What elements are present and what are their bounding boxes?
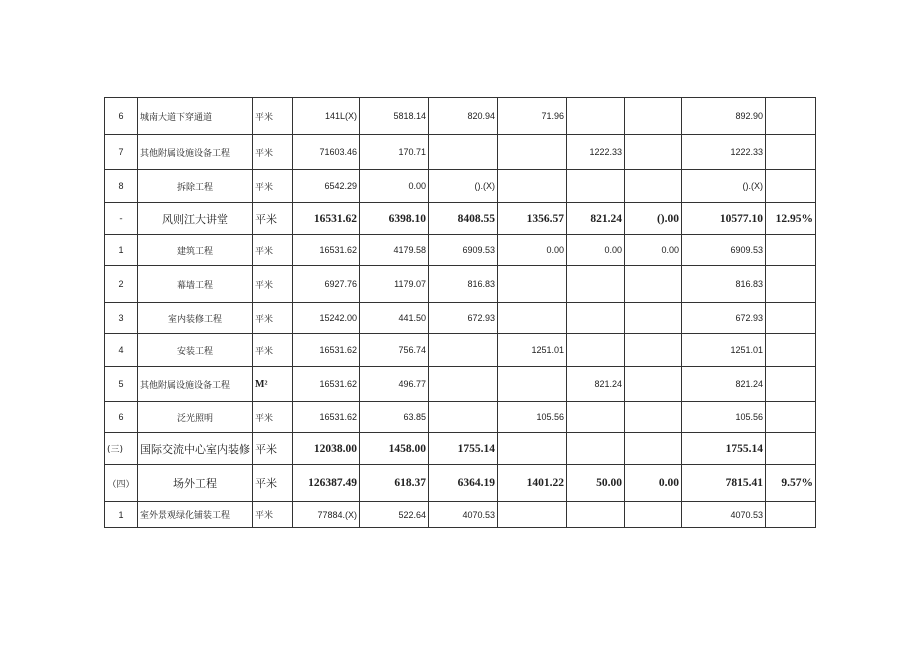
item-name: 泛光照明	[138, 402, 253, 433]
cost-col-5: 0.00	[625, 235, 682, 266]
table-row	[105, 266, 816, 303]
item-name: 拆除工程	[138, 170, 253, 203]
area: 6927.76	[293, 266, 360, 303]
item-name: 场外工程	[138, 465, 253, 502]
item-name: 幕墙工程	[138, 266, 253, 303]
area: 71603.46	[293, 135, 360, 170]
table-row	[105, 502, 816, 528]
cost-col-1: 63.85	[360, 402, 429, 433]
percentage	[766, 98, 816, 135]
unit: 平米	[253, 303, 293, 334]
percentage	[766, 235, 816, 266]
row-number: (三)	[105, 433, 138, 465]
cost-col-5	[625, 502, 682, 528]
cost-col-4	[567, 334, 625, 367]
unit: 平米	[253, 334, 293, 367]
row-number: 1	[105, 502, 138, 528]
table-row	[105, 98, 816, 135]
cost-col-2: 816.83	[429, 266, 498, 303]
cost-col-3	[498, 303, 567, 334]
cost-col-4: 821.24	[567, 367, 625, 402]
total: 1222.33	[682, 135, 766, 170]
cost-col-3: 0.00	[498, 235, 567, 266]
area: 16531.62	[293, 402, 360, 433]
cost-col-5	[625, 266, 682, 303]
table-row	[105, 334, 816, 367]
percentage	[766, 367, 816, 402]
cost-col-1: 6398.10	[360, 203, 429, 235]
item-name: 其他附属设施设备工程	[138, 135, 253, 170]
unit: 平米	[253, 98, 293, 135]
unit: 平米	[253, 135, 293, 170]
cost-col-4	[567, 502, 625, 528]
cost-col-2	[429, 334, 498, 367]
table-row	[105, 433, 816, 465]
total: ().(X)	[682, 170, 766, 203]
item-name: 其他附属设施设备工程	[138, 367, 253, 402]
percentage	[766, 502, 816, 528]
table-row	[105, 367, 816, 402]
area: 12038.00	[293, 433, 360, 465]
area: 6542.29	[293, 170, 360, 203]
percentage	[766, 135, 816, 170]
unit: 平米	[253, 502, 293, 528]
cost-col-1: 170.71	[360, 135, 429, 170]
area: 77884.(X)	[293, 502, 360, 528]
cost-col-3	[498, 433, 567, 465]
cost-col-3	[498, 266, 567, 303]
cost-col-3	[498, 170, 567, 203]
cost-col-5	[625, 433, 682, 465]
total: 105.56	[682, 402, 766, 433]
percentage	[766, 433, 816, 465]
cost-col-1: 522.64	[360, 502, 429, 528]
table-row	[105, 203, 816, 235]
total: 7815.41	[682, 465, 766, 502]
total: 4070.53	[682, 502, 766, 528]
cost-col-1: 1179.07	[360, 266, 429, 303]
cost-col-5	[625, 135, 682, 170]
cost-col-3: 1401.22	[498, 465, 567, 502]
item-name: 城南大道下穿通道	[138, 98, 253, 135]
percentage	[766, 170, 816, 203]
total: 672.93	[682, 303, 766, 334]
cost-col-5: ().00	[625, 203, 682, 235]
cost-col-5	[625, 170, 682, 203]
cost-col-3: 71.96	[498, 98, 567, 135]
cost-col-2: 1755.14	[429, 433, 498, 465]
cost-col-4	[567, 402, 625, 433]
unit: 平米	[253, 203, 293, 235]
cost-col-3	[498, 135, 567, 170]
cost-col-5	[625, 303, 682, 334]
percentage	[766, 303, 816, 334]
cost-col-4: 1222.33	[567, 135, 625, 170]
area: 16531.62	[293, 203, 360, 235]
cost-col-3: 1356.57	[498, 203, 567, 235]
table-row	[105, 170, 816, 203]
cost-col-2: 4070.53	[429, 502, 498, 528]
cost-col-5	[625, 98, 682, 135]
row-number: 5	[105, 367, 138, 402]
cost-col-4: 0.00	[567, 235, 625, 266]
percentage: 12.95%	[766, 203, 816, 235]
row-number: （四）	[105, 465, 138, 502]
cost-col-4	[567, 303, 625, 334]
item-name: 风则江大讲堂	[138, 203, 253, 235]
cost-col-1: 756.74	[360, 334, 429, 367]
item-name: 建筑工程	[138, 235, 253, 266]
cost-col-5	[625, 367, 682, 402]
cost-col-2	[429, 367, 498, 402]
cost-col-1: 441.50	[360, 303, 429, 334]
table-row	[105, 235, 816, 266]
cost-col-4	[567, 170, 625, 203]
unit: 平米	[253, 266, 293, 303]
cost-col-3: 105.56	[498, 402, 567, 433]
unit: 平米	[253, 235, 293, 266]
percentage	[766, 402, 816, 433]
area: 16531.62	[293, 367, 360, 402]
cost-col-2: 8408.55	[429, 203, 498, 235]
table-row	[105, 303, 816, 334]
unit: 平米	[253, 433, 293, 465]
unit: 平米	[253, 402, 293, 433]
cost-col-3	[498, 502, 567, 528]
cost-col-5	[625, 402, 682, 433]
row-number: 3	[105, 303, 138, 334]
item-name: 室外景观绿化铺装工程	[138, 502, 253, 528]
cost-col-4: 50.00	[567, 465, 625, 502]
cost-col-3: 1251.01	[498, 334, 567, 367]
item-name: 国际交流中心室内装修	[138, 433, 253, 465]
cost-col-1: 0.00	[360, 170, 429, 203]
area: 16531.62	[293, 334, 360, 367]
percentage	[766, 266, 816, 303]
total: 1755.14	[682, 433, 766, 465]
unit: M²	[253, 367, 293, 402]
row-number: 7	[105, 135, 138, 170]
total: 10577.10	[682, 203, 766, 235]
row-number: 6	[105, 402, 138, 433]
total: 892.90	[682, 98, 766, 135]
cost-col-1: 5818.14	[360, 98, 429, 135]
cost-col-4	[567, 266, 625, 303]
table-row	[105, 402, 816, 433]
area: 141L(X)	[293, 98, 360, 135]
row-number: 6	[105, 98, 138, 135]
item-name: 安装工程	[138, 334, 253, 367]
cost-col-1: 4179.58	[360, 235, 429, 266]
total: 1251.01	[682, 334, 766, 367]
cost-col-1: 618.37	[360, 465, 429, 502]
total: 6909.53	[682, 235, 766, 266]
area: 15242.00	[293, 303, 360, 334]
cost-col-4	[567, 433, 625, 465]
cost-col-2	[429, 402, 498, 433]
unit: 平米	[253, 170, 293, 203]
cost-col-3	[498, 367, 567, 402]
row-number: 8	[105, 170, 138, 203]
cost-col-2	[429, 135, 498, 170]
cost-col-2: 672.93	[429, 303, 498, 334]
total: 821.24	[682, 367, 766, 402]
cost-col-2: ().(X)	[429, 170, 498, 203]
cost-col-4	[567, 98, 625, 135]
row-number: -	[105, 203, 138, 235]
unit: 平米	[253, 465, 293, 502]
cost-col-1: 1458.00	[360, 433, 429, 465]
row-number: 1	[105, 235, 138, 266]
cost-col-2: 820.94	[429, 98, 498, 135]
percentage	[766, 334, 816, 367]
area: 126387.49	[293, 465, 360, 502]
item-name: 室内装修工程	[138, 303, 253, 334]
cost-col-5	[625, 334, 682, 367]
cost-col-5: 0.00	[625, 465, 682, 502]
table-row	[105, 135, 816, 170]
area: 16531.62	[293, 235, 360, 266]
row-number: 2	[105, 266, 138, 303]
cost-col-1: 496.77	[360, 367, 429, 402]
cost-table	[104, 97, 816, 528]
cost-col-4: 821.24	[567, 203, 625, 235]
table-row	[105, 465, 816, 502]
percentage: 9.57%	[766, 465, 816, 502]
cost-col-2: 6909.53	[429, 235, 498, 266]
row-number: 4	[105, 334, 138, 367]
cost-col-2: 6364.19	[429, 465, 498, 502]
total: 816.83	[682, 266, 766, 303]
